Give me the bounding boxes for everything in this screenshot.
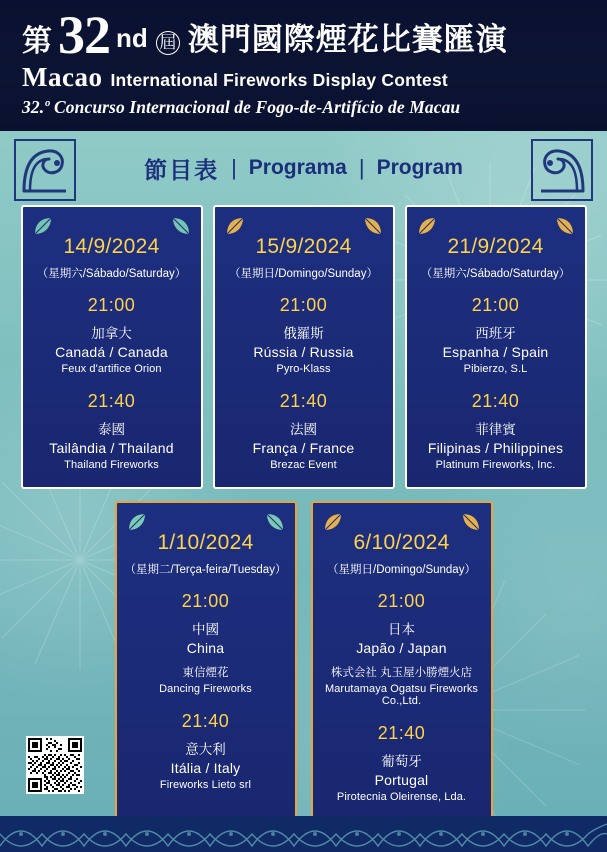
slot-country: Japão / Japan [356,640,447,656]
programme-label-en: Program [376,156,463,179]
performance-slot [321,591,483,707]
slot-country: Tailândia / Thailand [49,440,174,456]
leaf-ornament-icon [322,511,344,533]
event-date: 21/9/2024 [447,235,544,258]
slot-country-cn: 中國 [192,622,219,637]
event-weekday: （星期日/Domingo/Sunday） [327,564,476,576]
schedule-card[interactable] [115,501,297,821]
schedule-row-2 [0,501,607,821]
slot-country-cn: 葡萄牙 [381,754,422,769]
slot-country-cn: 日本 [388,622,415,637]
slot-team: Marutamaya Ogatsu Fireworks Co.,Ltd. [324,683,479,707]
slot-time: 21:00 [181,591,230,611]
slot-country-cn: 法國 [290,422,317,437]
slot-team: Feux d'artifice Orion [61,363,162,375]
slot-country-cn: 意大利 [185,742,226,757]
performance-slot [415,295,577,375]
performance-slot [31,391,193,471]
leaf-ornament-icon [224,215,246,237]
slot-team: Brezac Event [270,459,337,471]
slot-country-cn: 加拿大 [91,326,132,341]
performance-slot [223,391,385,471]
performance-slot [321,723,483,803]
programme-separator-2: | [358,155,365,180]
slot-team: Pibierzo, S.L [463,363,528,375]
slot-country-cn: 西班牙 [475,326,516,341]
slot-country: Espanha / Spain [442,344,549,360]
leaf-ornament-icon [32,215,54,237]
slot-country: Itália / Italy [170,760,241,776]
programme-separator-1: | [231,155,237,180]
programme-bar [0,131,607,205]
ordinal-unit: 屆 [156,31,180,55]
performance-slot [31,295,193,375]
schedule-card[interactable] [311,501,493,821]
slot-country-cn: 菲律賓 [475,422,516,437]
poster-header [0,0,607,131]
slot-country-cn: 泰國 [98,422,125,437]
ordinal-suffix: nd [116,23,148,54]
event-weekday: （星期六/Sábado/Saturday） [36,268,187,280]
ordinal-prefix: 第 [22,25,52,59]
schedule-card[interactable] [213,205,395,489]
slot-team-cn: 株式会社 丸玉屋小勝煙火店 [330,667,473,679]
schedule-card[interactable] [21,205,203,489]
title-chinese: 澳門國際煙花比賽匯演 [187,22,508,58]
slot-team: Pirotecnia Oleirense, Lda. [336,791,467,803]
performance-slot [125,711,287,791]
slot-team-cn: 東信煙花 [182,667,229,679]
qr-code[interactable] [26,736,84,794]
event-weekday: （星期日/Domingo/Sunday） [229,268,378,280]
schedule-row-1 [0,205,607,489]
slot-time: 21:40 [279,391,328,411]
slot-time: 21:40 [181,711,230,731]
leaf-ornament-icon [362,215,384,237]
title-line-2 [22,62,593,93]
leaf-ornament-icon [416,215,438,237]
slot-team: Thailand Fireworks [64,459,159,471]
event-weekday: （星期二/Terça-feira/Tuesday） [124,564,287,576]
bottom-ornament-band [0,816,607,852]
slot-country-cn: 俄羅斯 [283,326,324,341]
title-portuguese: 32.º Concurso Internacional de Fogo-de-Artifício de Macau [22,97,461,118]
leaf-ornament-icon [554,215,576,237]
programme-labels [144,152,463,185]
slot-team: Pyro-Klass [276,363,331,375]
slot-team: Platinum Fireworks, Inc. [435,459,556,471]
slot-time: 21:00 [471,295,520,315]
leaf-ornament-icon [264,511,286,533]
programme-label-cn: 節目表 [144,156,220,183]
leaf-ornament-icon [126,511,148,533]
slot-country: Canadá / Canada [55,344,168,360]
slot-time: 21:00 [87,295,136,315]
title-macao: Macao [22,62,103,93]
slot-country: Rússia / Russia [253,344,354,360]
slot-country: China [186,640,225,656]
slot-time: 21:40 [471,391,520,411]
performance-slot [125,591,287,695]
event-date: 15/9/2024 [255,235,352,258]
slot-country: França / France [252,440,355,456]
slot-country: Portugal [374,772,429,788]
ornament-left-icon [14,139,76,201]
event-weekday: （星期六/Sábado/Saturday） [420,268,571,280]
title-english: International Fireworks Display Contest [110,70,448,91]
event-date: 14/9/2024 [63,235,160,258]
slot-country: Filipinas / Philippines [427,440,564,456]
slot-time: 21:00 [377,591,426,611]
performance-slot [223,295,385,375]
slot-team: Dancing Fireworks [159,683,252,695]
ornament-right-icon [531,139,593,201]
slot-time: 21:00 [279,295,328,315]
leaf-ornament-icon [170,215,192,237]
leaf-ornament-icon [460,511,482,533]
title-line-1 [22,5,593,65]
schedule-card[interactable] [405,205,587,489]
programme-label-pt: Programa [248,156,347,179]
event-date: 1/10/2024 [157,531,254,554]
edition-number: 32 [58,5,110,65]
performance-slot [415,391,577,471]
slot-team: Fireworks Lieto srl [159,779,252,791]
event-date: 6/10/2024 [353,531,450,554]
slot-time: 21:40 [87,391,136,411]
slot-time: 21:40 [377,723,426,743]
